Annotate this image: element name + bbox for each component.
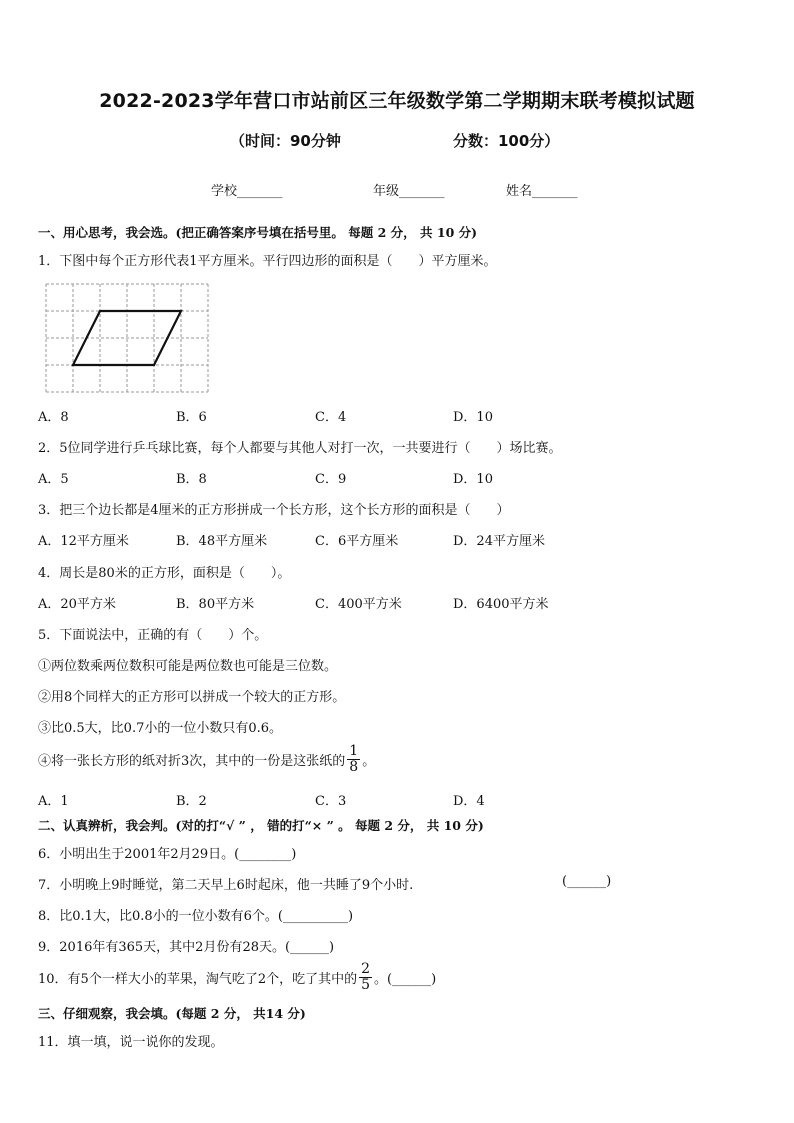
judge-item-8: 8．比0.1大，比0.8小的一位小数有6个。(__________)	[38, 909, 354, 924]
q1-option-c[interactable]: C．4	[315, 410, 347, 425]
name-field[interactable]: 姓名_______	[506, 184, 578, 199]
q3-option-a[interactable]: A．12平方厘米	[38, 534, 129, 549]
judge-item-7: 7．小明晚上9时睡觉，第二天早上6时起床，他一共睡了9个小时.	[38, 878, 414, 893]
fraction	[347, 744, 360, 776]
q1-option-a[interactable]: A．8	[38, 410, 69, 425]
q1-option-b[interactable]: B．6	[176, 410, 207, 425]
school-field[interactable]: 学校_______	[211, 184, 283, 199]
q1-option-d[interactable]: D．10	[453, 410, 493, 425]
fraction-numerator: 2	[361, 961, 371, 977]
q5-option-d[interactable]: D．4	[453, 794, 485, 809]
fill-item-11: 11．填一填，说一说你的发现。	[38, 1035, 224, 1050]
question-3: 3．把三个边长都是4厘米的正方形拼成一个长方形，这个长方形的面积是（ ）	[38, 503, 510, 518]
q4-option-b[interactable]: B．80平方米	[176, 597, 255, 612]
section1-heading: 一、用心思考，我会选。(把正确答案序号填在括号里。 每题 2 分， 共 10 分)	[38, 225, 478, 240]
exam-title: 2022-2023学年营口市站前区三年级数学第二学期期末联考模拟试题	[99, 90, 695, 112]
exam-time: （时间：90分钟	[230, 132, 341, 150]
fraction	[359, 962, 372, 994]
q2-option-b[interactable]: B．8	[176, 472, 207, 487]
section2-heading: 二、认真辨析，我会判。(对的打“√ ” ， 错的打“× ” 。 每题 2 分， 共 10 分)	[38, 818, 484, 833]
judge-item-9: 9．2016年有365天，其中2月份有28天。(______)	[38, 940, 335, 955]
q4-option-a[interactable]: A．20平方米	[38, 597, 116, 612]
q5-option-a[interactable]: A．1	[38, 794, 69, 809]
q5-statement-4-text: ④将一张长方形的纸对折3次，其中的一份是这张纸的	[38, 754, 346, 770]
judge-item-10	[38, 962, 436, 994]
q5-statement-3: ③比0.5大，比0.7小的一位小数只有0.6。	[38, 721, 283, 736]
judge-item-6: 6．小明出生于2001年2月29日。(________)	[38, 847, 297, 862]
judge-item-10-text: 10．有5个一样大小的苹果，淘气吃了2个，吃了其中的	[38, 972, 358, 988]
q5-option-c[interactable]: C．3	[315, 794, 347, 809]
q5-statement-1: ①两位数乘两位数积可能是两位数也可能是三位数。	[38, 659, 338, 674]
fraction-after-text: 。	[362, 754, 376, 770]
question-2: 2．5位同学进行乒乓球比赛，每个人都要与其他人对打一次，一共要进行（ ）场比赛。	[38, 441, 562, 456]
q3-option-b[interactable]: B．48平方厘米	[176, 534, 268, 549]
fraction-denominator: 5	[361, 977, 371, 994]
q3-option-c[interactable]: C．6平方厘米	[315, 534, 399, 549]
fraction-numerator: 1	[349, 743, 359, 759]
q3-option-d[interactable]: D．24平方厘米	[453, 534, 545, 549]
q4-option-d[interactable]: D．6400平方米	[453, 597, 549, 612]
section3-heading: 三、仔细观察，我会填。(每题 2 分， 共14 分)	[38, 1006, 306, 1021]
q5-statement-2: ②用8个同样大的正方形可以拼成一个较大的正方形。	[38, 690, 346, 705]
exam-score: 分数：100分）	[453, 132, 560, 150]
q4-option-c[interactable]: C．400平方米	[315, 597, 402, 612]
q2-option-a[interactable]: A．5	[38, 472, 69, 487]
question-1: 1．下图中每个正方形代表1平方厘米。平行四边形的面积是（ ）平方厘米。	[38, 254, 497, 269]
q2-option-c[interactable]: C．9	[315, 472, 347, 487]
fraction-denominator: 8	[349, 759, 359, 776]
q5-statement-4	[38, 744, 375, 776]
question-4: 4．周长是80米的正方形，面积是（ ）。	[38, 566, 291, 581]
q5-option-b[interactable]: B．2	[176, 794, 207, 809]
judge-item-7-blank[interactable]: (______)	[562, 874, 612, 889]
question-5: 5．下面说法中，正确的有（ ）个。	[38, 628, 268, 643]
grade-field[interactable]: 年级_______	[373, 184, 445, 199]
fraction-after-text: 。(______)	[374, 972, 437, 988]
q2-option-d[interactable]: D．10	[453, 472, 493, 487]
parallelogram-grid-figure	[44, 282, 210, 394]
